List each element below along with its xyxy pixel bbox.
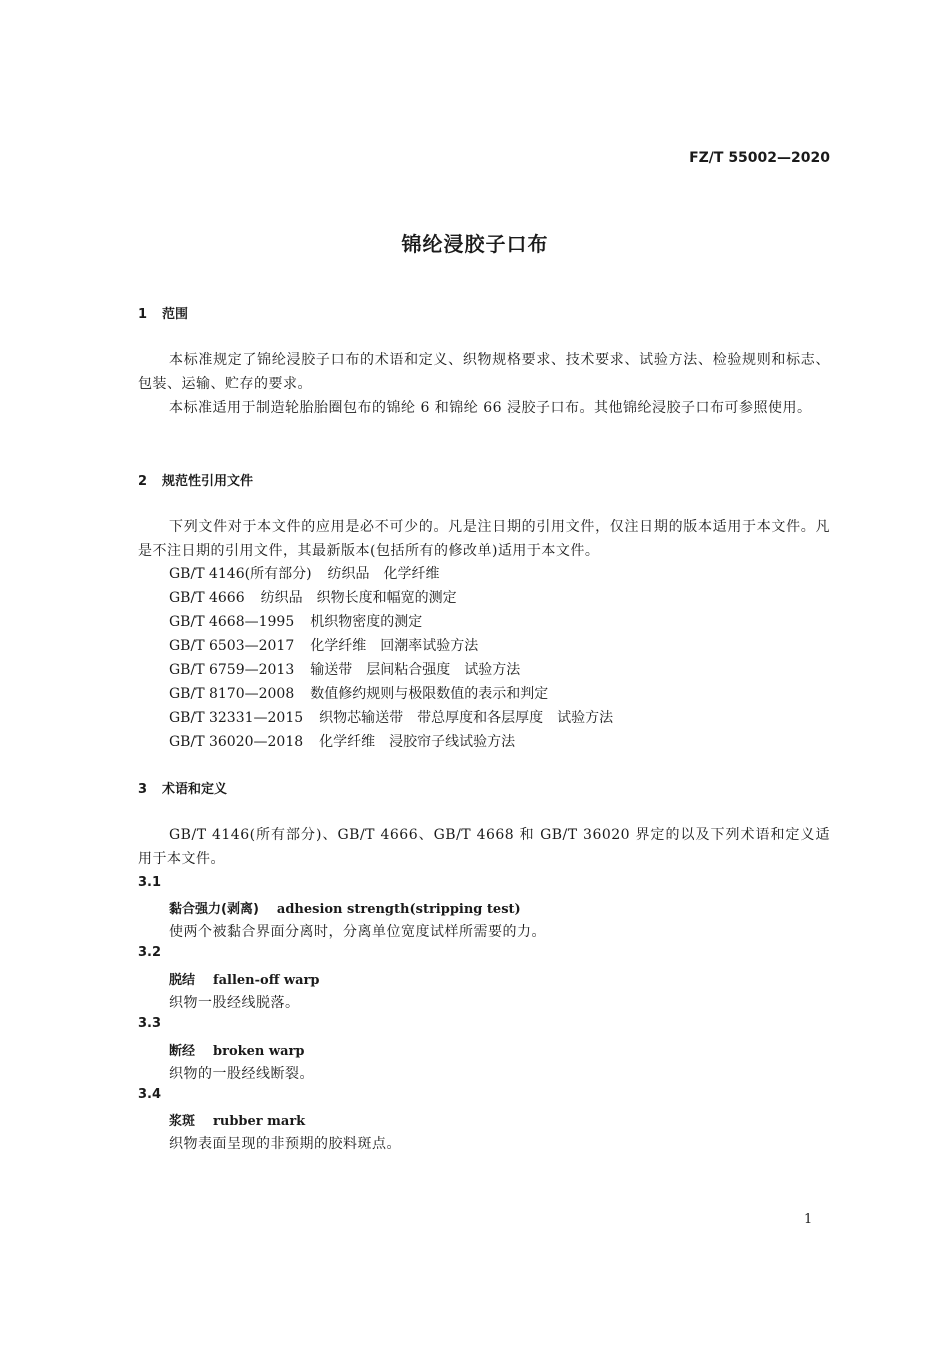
reference-list bbox=[169, 562, 613, 754]
term-heading bbox=[169, 1110, 305, 1129]
term-heading bbox=[169, 969, 319, 988]
term-definition: 织物表面呈现的非预期的胶料斑点。 bbox=[169, 1136, 401, 1152]
reference-code: GB/T 4668—1995 bbox=[169, 614, 295, 630]
normative-intro: 下列文件对于本文件的应用是必不可少的。凡是注日期的引用文件，仅注日期的版本适用于本文件。凡是不注日期的引用文件，其最新版本(包括所有的修改单)适用于本文件。 bbox=[138, 519, 830, 559]
section-number: 2 bbox=[138, 474, 148, 489]
reference-title: 化学纤维 浸胶帘子线试验方法 bbox=[319, 734, 516, 750]
reference-code: GB/T 6759—2013 bbox=[169, 662, 295, 678]
reference-item bbox=[169, 562, 613, 586]
term-zh: 脱结 bbox=[169, 973, 196, 988]
term-number: 3.4 bbox=[138, 1087, 162, 1102]
section-heading-normative bbox=[138, 470, 253, 489]
section-number: 3 bbox=[138, 782, 148, 797]
reference-code: GB/T 4146(所有部分) bbox=[169, 566, 312, 582]
term-number: 3.3 bbox=[138, 1016, 162, 1031]
term-heading bbox=[169, 898, 521, 917]
reference-code: GB/T 36020—2018 bbox=[169, 734, 304, 750]
term-number: 3.1 bbox=[138, 875, 162, 890]
reference-code: GB/T 4666 bbox=[169, 590, 245, 606]
reference-title: 纺织品 织物长度和幅宽的测定 bbox=[260, 590, 457, 606]
section-number: 1 bbox=[138, 307, 148, 322]
term-en: fallen-off warp bbox=[213, 973, 320, 988]
standard-code: FZ/T 55002—2020 bbox=[689, 150, 830, 166]
term-zh: 断经 bbox=[169, 1044, 196, 1059]
page-number: 1 bbox=[804, 1212, 813, 1227]
reference-code: GB/T 6503—2017 bbox=[169, 638, 295, 654]
scope-paragraph-2: 本标准适用于制造轮胎胎圈包布的锦纶 6 和锦纶 66 浸胶子口布。其他锦纶浸胶子口布可参照使用。 bbox=[169, 400, 812, 416]
document-title: 锦纶浸胶子口布 bbox=[401, 232, 549, 256]
reference-title: 化学纤维 回潮率试验方法 bbox=[310, 638, 479, 654]
reference-title: 输送带 层间粘合强度 试验方法 bbox=[310, 662, 521, 678]
reference-title: 数值修约规则与极限数值的表示和判定 bbox=[310, 686, 549, 702]
terms-intro: GB/T 4146(所有部分)、GB/T 4666、GB/T 4668 和 GB/T 36020 界定的以及下列术语和定义适用于本文件。 bbox=[138, 827, 830, 867]
section-heading-scope bbox=[138, 303, 188, 322]
term-definition: 使两个被黏合界面分离时，分离单位宽度试样所需要的力。 bbox=[169, 924, 546, 940]
section-heading-terms bbox=[138, 778, 227, 797]
section-title: 范围 bbox=[162, 307, 189, 322]
reference-item bbox=[169, 706, 613, 730]
reference-title: 纺织品 化学纤维 bbox=[327, 566, 440, 582]
term-en: adhesion strength(stripping test) bbox=[276, 902, 521, 917]
term-zh: 浆斑 bbox=[169, 1114, 196, 1129]
reference-item bbox=[169, 658, 613, 682]
term-en: rubber mark bbox=[213, 1114, 306, 1129]
scope-paragraph-1: 本标准规定了锦纶浸胶子口布的术语和定义、织物规格要求、技术要求、试验方法、检验规则和标志、包装、运输、贮存的要求。 bbox=[138, 352, 830, 392]
term-definition: 织物一股经线脱落。 bbox=[169, 995, 300, 1011]
reference-item bbox=[169, 682, 613, 706]
term-zh: 黏合强力(剥离) bbox=[169, 902, 259, 917]
reference-item bbox=[169, 634, 613, 658]
reference-item bbox=[169, 586, 613, 610]
reference-code: GB/T 8170—2008 bbox=[169, 686, 295, 702]
term-heading bbox=[169, 1040, 304, 1059]
term-number: 3.2 bbox=[138, 945, 162, 960]
reference-item bbox=[169, 730, 613, 754]
reference-title: 机织物密度的测定 bbox=[310, 614, 423, 630]
reference-title: 织物芯输送带 带总厚度和各层厚度 试验方法 bbox=[319, 710, 614, 726]
section-title: 规范性引用文件 bbox=[162, 474, 254, 489]
section-title: 术语和定义 bbox=[162, 782, 228, 797]
term-definition: 织物的一股经线断裂。 bbox=[169, 1066, 314, 1082]
reference-code: GB/T 32331—2015 bbox=[169, 710, 304, 726]
term-en: broken warp bbox=[213, 1044, 305, 1059]
reference-item bbox=[169, 610, 613, 634]
